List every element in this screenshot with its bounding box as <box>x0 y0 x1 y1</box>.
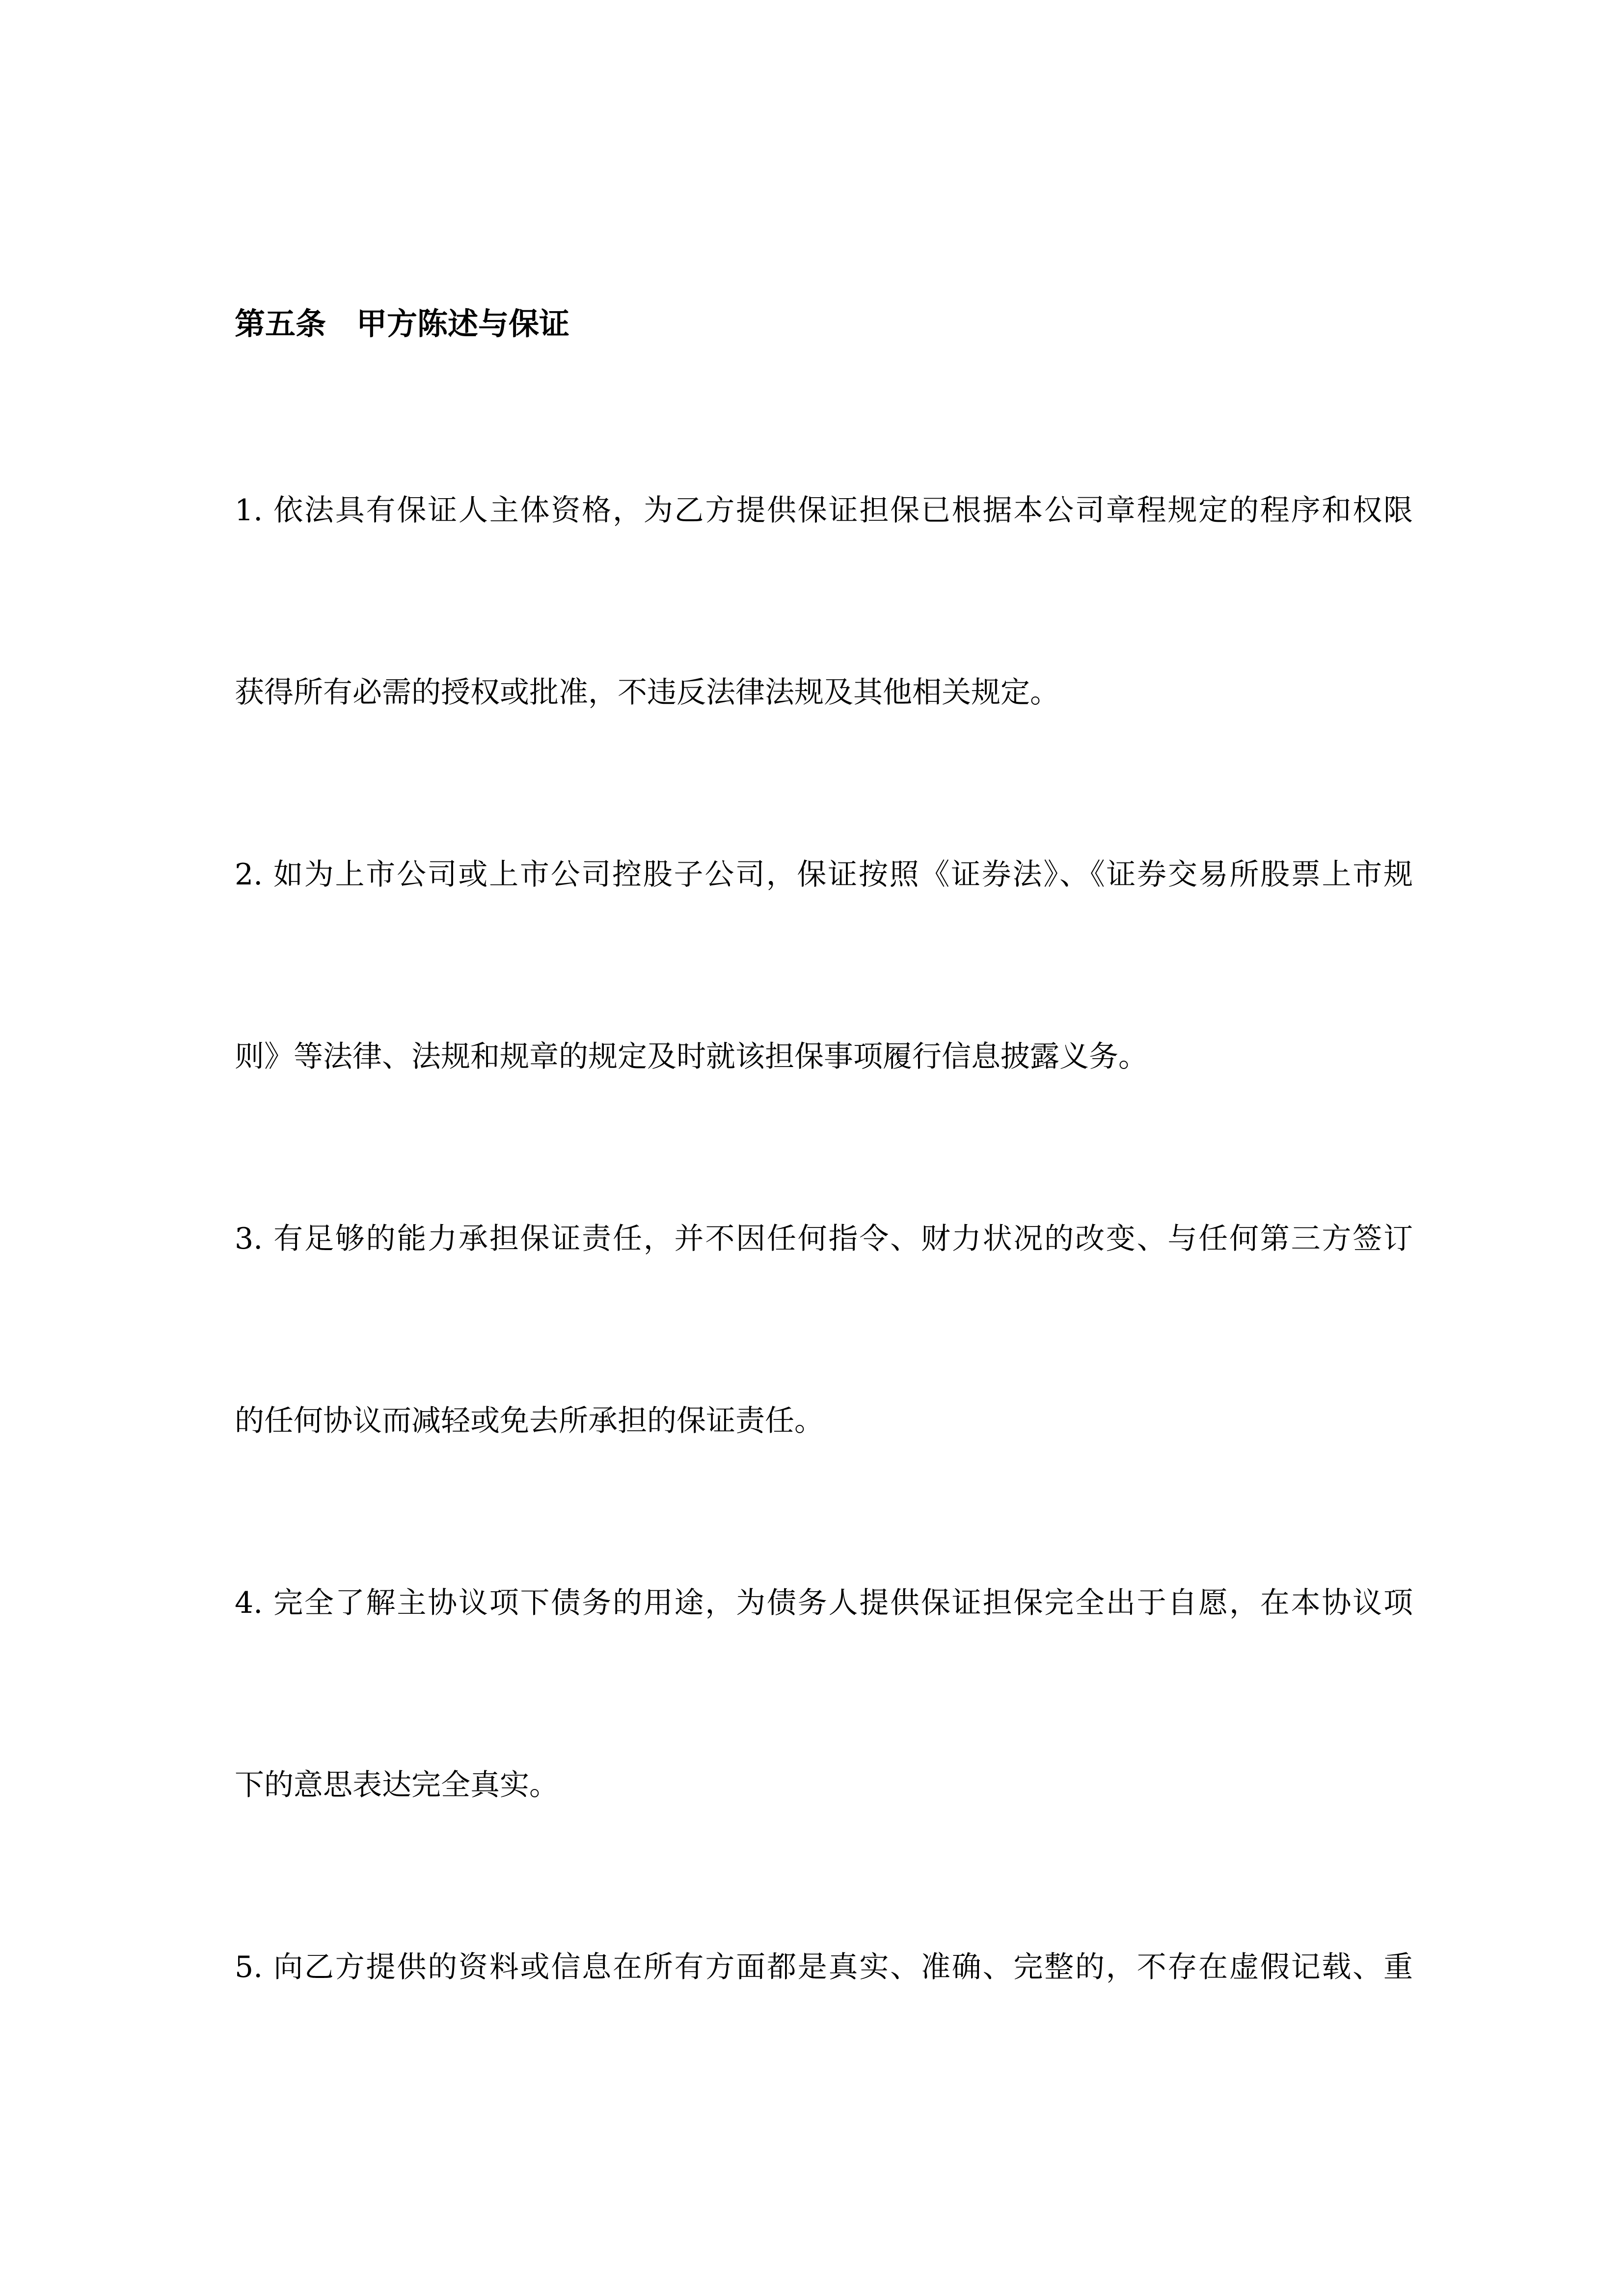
paragraph-4-line-2: 下的意思表达完全真实。 <box>235 1768 559 1802</box>
section-heading: 第五条 甲方陈述与保证 <box>235 306 570 342</box>
paragraph-2-line-2: 则》等法律、法规和规章的规定及时就该担保事项履行信息披露义务。 <box>235 1040 1148 1074</box>
paragraph-4-line-1: 4. 完全了解主协议项下债务的用途，为债务人提供保证担保完全出于自愿，在本协议项 <box>235 1586 1413 1620</box>
paragraph-1-line-2: 获得所有必需的授权或批准，不违反法律法规及其他相关规定。 <box>235 675 1059 710</box>
paragraph-5-line-1: 5. 向乙方提供的资料或信息在所有方面都是真实、准确、完整的，不存在虚假记载、重 <box>235 1950 1413 1984</box>
paragraph-3-line-1: 3. 有足够的能力承担保证责任，并不因任何指令、财力状况的改变、与任何第三方签订 <box>235 1222 1413 1256</box>
paragraph-3-line-2: 的任何协议而减轻或免去所承担的保证责任。 <box>235 1404 824 1438</box>
paragraph-1-line-1: 1. 依法具有保证人主体资格，为乙方提供保证担保已根据本公司章程规定的程序和权限 <box>235 493 1413 528</box>
paragraph-2-line-1: 2. 如为上市公司或上市公司控股子公司，保证按照《证券法》、《证券交易所股票上市规 <box>235 857 1413 892</box>
